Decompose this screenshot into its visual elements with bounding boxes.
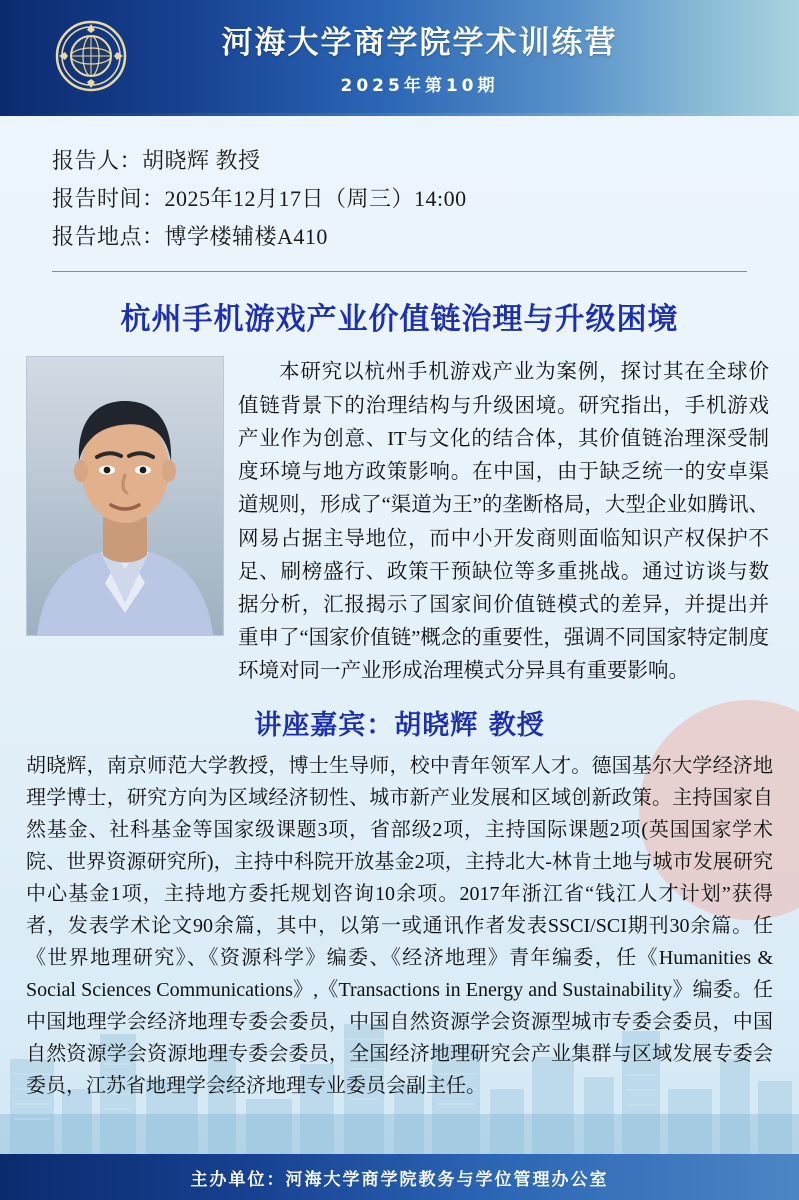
info-speaker: 报告人：胡晓辉 教授 <box>52 148 261 173</box>
footer-organizer: 主办单位：河海大学商学院教务与学位管理办公室 <box>190 1169 609 1190</box>
event-info <box>0 116 799 255</box>
guest-heading: 讲座嘉宾：胡晓辉 教授 <box>254 709 545 741</box>
talk-title: 杭州手机游戏产业价值链治理与升级困境 <box>120 302 679 338</box>
abstract-section <box>0 356 799 688</box>
speaker-portrait <box>26 356 224 636</box>
info-place: 报告地点：博学楼辅楼A410 <box>52 223 328 249</box>
poster-footer <box>0 1154 799 1200</box>
poster-title: 河海大学商学院学术训练营 <box>221 25 618 61</box>
poster-header <box>0 0 799 113</box>
poster-subtitle: 2025年第10期 <box>340 76 499 96</box>
section-divider <box>52 271 747 272</box>
info-time: 报告时间：2025年12月17日（周三）14:00 <box>52 185 467 211</box>
university-emblem-icon <box>55 20 127 92</box>
talk-abstract: 本研究以杭州手机游戏产业为案例，探讨其在全球价值链背景下的治理结构与升级困境。研究指出，手机游戏产业作为创意、IT与文化的结合体，其价值链治理深受制度环境与地方政策影响。在中国，由于缺乏统一的安卓渠道规则，形成了“渠道为王”的垄断格局，大型企业如腾讯、网易占据主导地位，而中小开发商则面临知识产权保护不足、刷榜盛行、政策干预缺位等多重挑战。通过访谈与数据分析，汇报揭示了国家间价值链模式的差异，并提出并重申了“国家价值链”概念的重要性，强调不同国家特定制度环境对同一产业形成治理模式分异具有重要影响。 <box>238 361 769 683</box>
guest-bio: 胡晓辉，南京师范大学教授，博士生导师，校中青年领军人才。德国基尔大学经济地理学博士，研究方向为区域经济韧性、城市新产业发展和区域创新政策。主持国家自然基金、社科基金等国家级课题3项，省部级2项，主持国际课题2项(英国国家学术院、世界资源研究所)，主持中科院开放基金2项，主持北大-林肯土地与城市发展研究中心基金1项，主持地方委托规划咨询10余项。2017年浙江省“钱江人才计划”获得者，发表学术论文90余篇，其中，以第一或通讯作者发表SSCI/SCI期刊30余篇。任《世界地理研究》、《资源科学》编委、《经济地理》青年编委，任《Humanities & Social Sciences Communications》,《Transactions in Energy and Sustainability》编委。任中国地理学会经济地理专委会委员，中国自然资源学会资源型城市专委会委员，中国自然资源学会资源地理专委会委员，全国经济地理研究会产业集群与区域发展专委会委员，江苏省地理学会经济地理专业委员会副主任。 <box>26 754 773 1097</box>
